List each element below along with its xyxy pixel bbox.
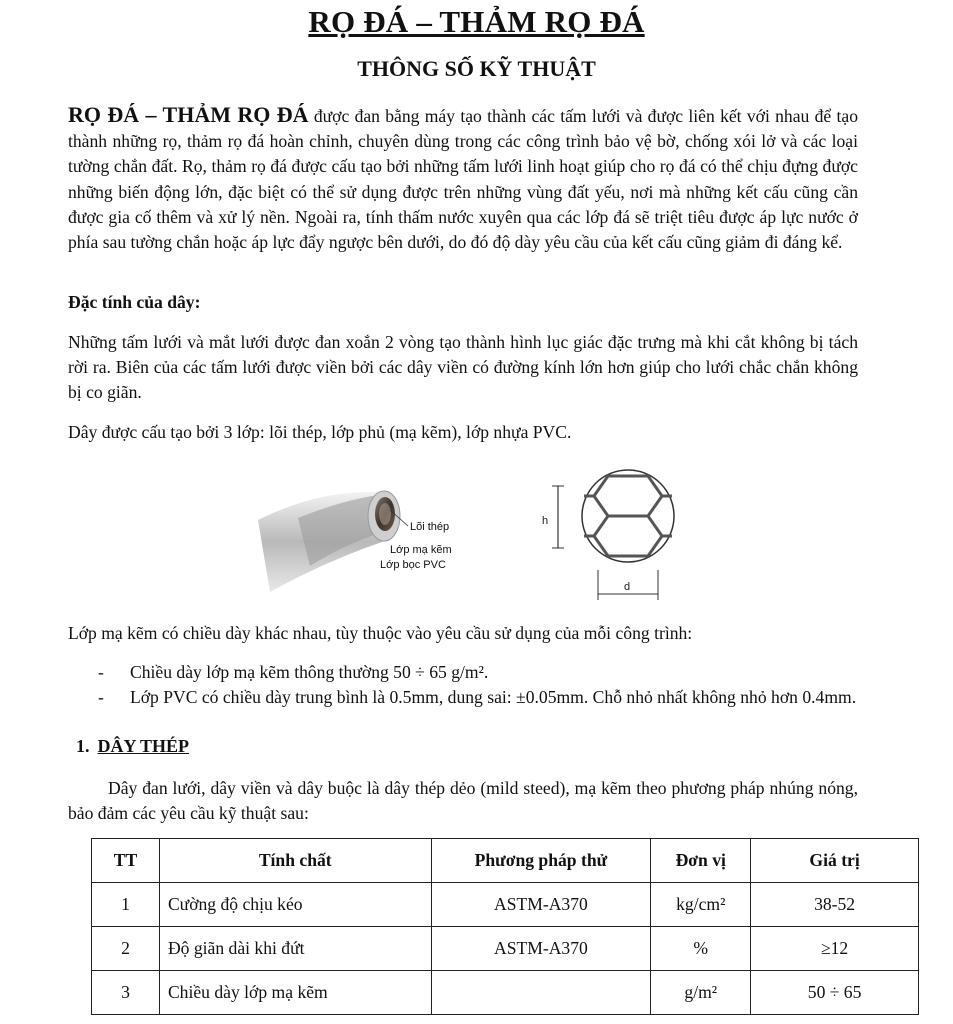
list-item: - Chiều dày lớp mạ kẽm thông thường 50 ÷ 65 g/m². <box>98 660 858 685</box>
table-cell: 2 <box>92 927 160 971</box>
table-cell: 1 <box>92 883 160 927</box>
table-cell: ASTM-A370 <box>431 883 651 927</box>
bullet-text: Lớp PVC có chiều dày trung bình là 0.5mm, dung sai: ±0.05mm. Chỗ nhỏ nhất không nhỏ hơn 0.4mm. <box>130 687 857 707</box>
section-heading <box>76 736 189 757</box>
dim-h-label: h <box>542 515 549 527</box>
header-cell: Phương pháp thử <box>431 839 651 883</box>
header-cell: Tính chất <box>159 839 431 883</box>
table-cell <box>431 971 651 1015</box>
header-cell: TT <box>92 839 160 883</box>
section-paragraph: Dây đan lưới, dây viền và dây buộc là dây thép dẻo (mild steed), mạ kẽm theo phương pháp nhúng nóng, bảo đảm các yêu cầu kỹ thuật sau: <box>68 778 858 824</box>
intro-text: được đan bằng máy tạo thành các tấm lưới và được liên kết với nhau để tạo thành những rọ, thảm rọ đá hoàn chỉnh, chuyên dùng trong các công trình bảo vệ bờ, chống xói lở và các loại tường chắn đất. Rọ, thảm rọ đá được cấu tạo bởi những tấm lưới linh hoạt giúp cho rọ đá có thể chịu đựng được những biến động lớn, đặc biệt có thể sử dụng được trên những vùng đất yếu, nơi mà những kết cấu cũng cần được gia cố thêm và xử lý nền. Ngoài ra, tính thấm nước xuyên qua các lớp đá sẽ triệt tiêu được áp lực nước ở phía sau tường chắn hoặc áp lực đẩy ngược bên dưới, do đó độ dày yêu cầu của kết cấu cũng giảm đi đáng kể. <box>68 106 858 253</box>
wire-layers-paragraph: Dây được cấu tạo bởi 3 lớp: lõi thép, lớp phủ (mạ kẽm), lớp nhựa PVC. <box>68 422 572 442</box>
table-cell: Chiều dày lớp mạ kẽm <box>159 971 431 1015</box>
hex-mesh-diagram <box>532 466 702 606</box>
spec-table <box>91 838 919 1015</box>
table-cell: g/m² <box>651 971 751 1015</box>
bullet-text: Chiều dày lớp mạ kẽm thông thường 50 ÷ 65 g/m². <box>130 662 489 682</box>
table-cell: 50 ÷ 65 <box>751 971 919 1015</box>
zinc-bullet-list <box>98 660 858 710</box>
header-cell: Đơn vị <box>651 839 751 883</box>
table-header-row <box>92 839 919 883</box>
table-row <box>92 883 919 927</box>
intro-lead: RỌ ĐÁ – THẢM RỌ ĐÁ <box>68 102 309 127</box>
table-row <box>92 927 919 971</box>
wire-properties-paragraph: Những tấm lưới và mắt lưới được đan xoắn 2 vòng tạo thành hình lục giác đặc trưng mà khi cắt không bị tách rời ra. Biên của các tấm lưới được viền bởi các dây viền có đường kính lớn hơn giúp cho lưới chắc chắn không bị co giãn. <box>68 332 858 403</box>
pvc-label: Lớp bọc PVC <box>380 559 446 571</box>
zinc-label: Lớp mạ kẽm <box>390 544 452 556</box>
section-title: DÂY THÉP <box>97 736 190 756</box>
table-cell: 38-52 <box>751 883 919 927</box>
table-row <box>92 971 919 1015</box>
zinc-paragraph: Lớp mạ kẽm có chiều dày khác nhau, tùy thuộc vào yêu cầu sử dụng của mỗi công trình: <box>68 623 693 643</box>
table-cell: % <box>651 927 751 971</box>
document-title: RỌ ĐÁ – THẢM RỌ ĐÁ <box>308 4 645 39</box>
intro-paragraph <box>68 102 858 255</box>
section-number: 1. <box>76 736 90 756</box>
list-item: - Lớp PVC có chiều dày trung bình là 0.5mm, dung sai: ±0.05mm. Chỗ nhỏ nhất không nhỏ hơn 0.4mm. <box>98 685 858 710</box>
wire-layers-illustration <box>258 470 488 600</box>
core-label: Lõi thép <box>410 521 450 533</box>
document-subtitle: THÔNG SỐ KỸ THUẬT <box>357 56 596 81</box>
table-cell: ASTM-A370 <box>431 927 651 971</box>
header-cell: Giá trị <box>751 839 919 883</box>
table-cell: Độ giãn dài khi đứt <box>159 927 431 971</box>
dim-d-label: d <box>624 581 631 593</box>
table-cell: 3 <box>92 971 160 1015</box>
table-cell: Cường độ chịu kéo <box>159 883 431 927</box>
table-cell: kg/cm² <box>651 883 751 927</box>
wire-properties-heading: Đặc tính của dây: <box>68 292 201 312</box>
table-cell: ≥12 <box>751 927 919 971</box>
